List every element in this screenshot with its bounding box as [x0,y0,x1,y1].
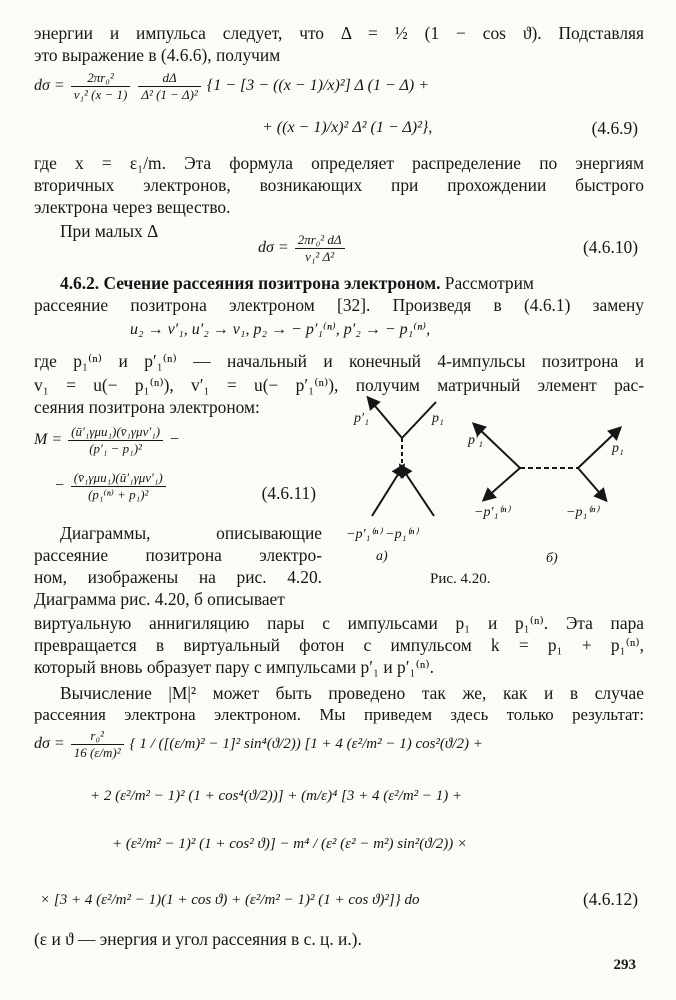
equation-4-6-9-line1 [34,70,429,103]
text-line-12: сеяния позитрона электроном: [34,397,260,417]
eq12-frac [71,728,124,761]
equation-4-6-9-line2: + ((x − 1)/x)² Δ² (1 − Δ)²}, [262,119,433,136]
col-line-4: Диаграмма рис. 4.20, б описывает [34,589,285,609]
text-line-5: электрона через вещество. [34,197,231,217]
text-line-2: это выражение в (4.6.6), получим [34,45,281,65]
text-line-19: который вновь образует пару с импульсами p′₁ и p′₁⁽ⁿ⁾. [34,657,434,677]
eq12-num: r₀² [71,728,124,745]
feynman-diagrams [336,392,646,582]
eq11-frac1 [68,424,163,457]
diagram-b-label-bl: −p′₁⁽ⁿ⁾ [474,505,510,520]
eq11-minus-2: − [54,477,65,495]
page-number: 293 [613,957,636,973]
text-line-17: виртуальную аннигиляцию пары с импульсами p₁ и p₁⁽ⁿ⁾. Эта пара [34,613,644,633]
equation-number-4-6-12: (4.6.12) [582,889,638,909]
eq12-rhs-1: { 1 / ([(ε/m)² − 1]² sin⁴(ϑ/2)) [1 + 4 (ε²/m² − 1) cos²(ϑ/2) + [129,736,483,753]
eq10-frac [295,232,345,265]
diagram-a-line-bottom-right [402,468,434,516]
diagram-b-line-bottom-right [578,468,604,498]
diagram-a-label-p1: p₁ [432,411,444,426]
eq12-lhs: dσ = [34,735,65,753]
equation-4-6-12-line1 [34,728,483,761]
diagram-a-label-bottom: −p′₁⁽ⁿ⁾ −p₁⁽ⁿ⁾ [346,527,418,542]
eq10-lhs: dσ = [258,239,289,257]
diagram-a [346,400,444,564]
diagram-b-tag: б) [546,551,558,566]
text-line-11: v₁ = u(− p₁⁽ⁿ⁾), v′₁ = u(− p′₁⁽ⁿ⁾), получим матричный элемент рас- [34,375,644,395]
equation-4-6-12-line4: × [3 + 4 (ε²/m² − 1)(1 + cos ϑ) + (ε²/m² − 1)² (1 + cos ϑ)²]} do [40,892,420,908]
text-line-21: рассеяния электрона электроном. Мы приведем здесь только результат: [34,705,644,724]
diagram-b-label-br: −p₁⁽ⁿ⁾ [566,505,599,520]
text-line-18: превращается в виртуальный фотон с импульсом k = p₁ + p₁⁽ⁿ⁾, [34,635,644,655]
section-title-rest: Рассмотрим [440,273,534,293]
diagram-b [467,426,624,566]
equation-4-6-11-line2 [54,470,168,503]
eq11-lhs: M = [34,431,63,449]
text-line-8: рассеяние позитрона электроном [32]. Произведя в (4.6.1) замену [34,295,644,315]
eq10-den: v₁² Δ² [305,249,335,264]
text-line-1: энергии и импульса следует, что Δ = ½ (1 − cos ϑ). Подставляя [34,23,644,43]
equation-4-6-12-line2: + 2 (ε²/m² − 1)² (1 + cos⁴(ϑ/2))] + (m/ε)⁴ [3 + 4 (ε²/m² − 1) + [90,788,463,804]
eq11-den2: (p₁⁽ⁿ⁾ + p₁)² [88,487,149,502]
eq9-frac1-den: v₁² (x − 1) [73,87,128,102]
eq9-frac1-num: 2πr₀² [71,70,131,87]
substitution-line: u₂ → v′₁, u′₂ → v₁, p₂ → − p′₁⁽ⁿ⁾, p′₂ → − p₁⁽ⁿ⁾, [130,321,431,338]
section-heading-line [60,272,644,294]
equation-number-4-6-11: (4.6.11) [261,483,316,503]
eq12-den: 16 (ε/m)² [73,745,121,760]
col-line-2: рассеяние позитрона электро- [34,545,322,565]
eq11-num1: (ū′₁γμu₁)(v̄₁γμv′₁) [68,424,163,441]
diagram-a-line-bottom-left [372,468,402,516]
text-line-20: Вычисление |M|² может быть проведено так же, как и в случае [60,683,644,703]
eq11-num2: (v̄₁γμu₁)(ū′₁γμv′₁) [71,470,166,487]
text-line-4: вторичных электронов, возникающих при прохождении быстрого [34,175,644,195]
eq11-minus-1: − [169,431,180,449]
eq11-frac2 [71,470,166,503]
eq11-den1: (p′₁ − p₁)² [89,441,142,456]
figure-caption: Рис. 4.20. [430,571,491,587]
section-title: 4.6.2. Сечение рассеяния позитрона электроном. [60,273,441,293]
text-line-10: где p₁⁽ⁿ⁾ и p′₁⁽ⁿ⁾ — начальный и конечный 4-импульсы позитрона и [34,351,644,371]
col-line-3: ном, изображены на рис. 4.20. [34,567,322,587]
eq9-frac2-num: dΔ [138,70,201,87]
eq10-num: 2πr₀² dΔ [295,232,345,249]
text-line-6: При малых Δ [60,221,159,241]
diagram-a-line-top-right [402,402,436,438]
diagram-a-line-top-left [370,400,402,438]
diagram-b-line-bottom-left [486,468,520,498]
diagram-b-label-p1: p₁ [612,441,624,456]
eq9-frac2 [138,70,201,103]
eq9-frac1 [71,70,131,103]
eq9-lhs: dσ = [34,77,65,95]
equation-number-4-6-10: (4.6.10) [582,237,638,257]
text-line-22: (ε и ϑ — энергия и угол рассеяния в с. ц. и.). [34,929,362,949]
col-line-1: Диаграммы, описывающие [60,523,322,543]
diagram-b-label-p1prime: p′₁ [468,433,483,448]
equation-4-6-11-line1 [34,424,180,457]
equation-4-6-12-line3: + (ε²/m² − 1)² (1 + cos² ϑ)] − m⁴ / (ε² (ε² − m²) sin²(ϑ/2)) × [112,836,468,852]
text-line-3: где x = ε₁/m. Эта формула определяет распределение по энергиям [34,153,644,173]
eq9-rhs-1: {1 − [3 − ((x − 1)/x)²] Δ (1 − Δ) + [206,77,430,95]
diagram-a-label-p1prime: p′₁ [354,411,369,426]
eq9-frac2-den: Δ² (1 − Δ)² [141,87,198,102]
diagram-a-tag: а) [376,549,388,564]
equation-4-6-10 [258,232,347,265]
equation-number-4-6-9: (4.6.9) [591,118,638,138]
